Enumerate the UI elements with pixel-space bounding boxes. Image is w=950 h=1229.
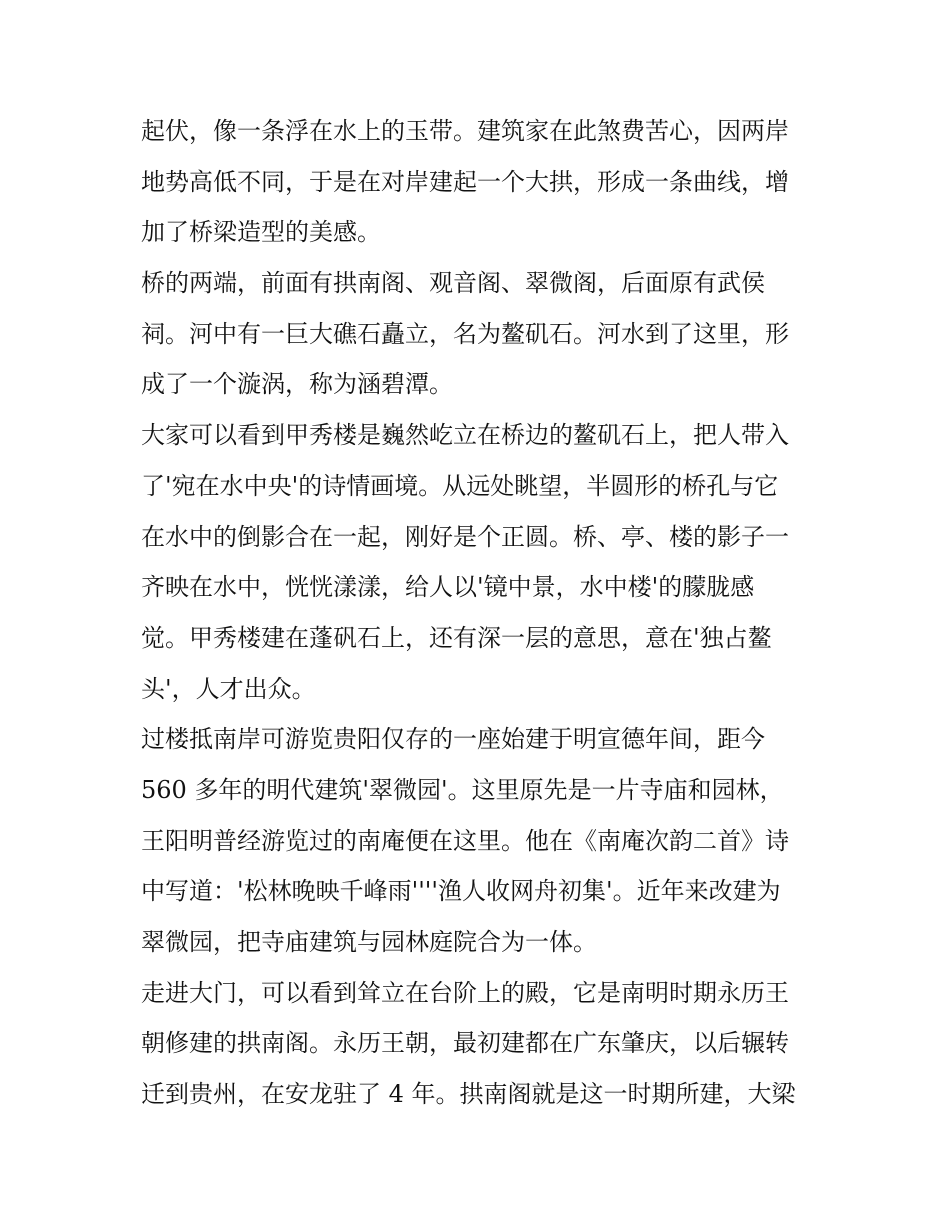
- text-line: 560 多年的明代建筑'翠微园'。这里原先是一片寺庙和园林，: [141, 775, 784, 804]
- text-line: 加了桥梁造型的美感。: [141, 218, 381, 247]
- text-line: 桥的两端，前面有拱南阁、观音阁、翠微阁，后面原有武侯: [141, 269, 765, 298]
- text-line: 齐映在水中，恍恍漾漾，给人以'镜中景，水中楼'的朦胧感: [141, 573, 755, 602]
- text-line: 迁到贵州，在安龙驻了 4 年。拱南阁就是这一时期所建，大梁: [141, 1080, 796, 1109]
- text-line: 过楼抵南岸可游览贵阳仅存的一座始建于明宣德年间，距今: [141, 725, 765, 754]
- text-line: 走进大门，可以看到耸立在台阶上的殿，它是南明时期永历王: [141, 978, 789, 1007]
- text-line: 了'宛在水中央'的诗情画境。从远处眺望，半圆形的桥孔与它: [141, 471, 779, 500]
- text-line: 地势高低不同，于是在对岸建起一个大拱，形成一条曲线，增: [141, 167, 789, 196]
- text-line: 祠。河中有一巨大礁石矗立，名为鳌矶石。河水到了这里，形: [141, 319, 789, 348]
- text-line: 头'，人才出众。: [141, 674, 316, 703]
- text-line: 在水中的倒影合在一起，刚好是个正圆。桥、亭、楼的影子一: [141, 522, 789, 551]
- text-line: 翠微园，把寺庙建筑与园林庭院合为一体。: [141, 928, 597, 956]
- text-line: 朝修建的拱南阁。永历王朝，最初建都在广东肇庆，以后辗转: [141, 1029, 789, 1058]
- text-line: 中写道：'松林晚映千峰雨''''渔人收网舟初集'。近年来改建为: [141, 877, 781, 906]
- text-line: 王阳明普经游览过的南庵便在这里。他在《南庵次韵二首》诗: [141, 826, 789, 855]
- body-text: [141, 106, 817, 1120]
- text-line: 成了一个漩涡，称为涵碧潭。: [141, 370, 453, 399]
- text-line: 觉。甲秀楼建在蓬矾石上，还有深一层的意思，意在'独占鳌: [141, 623, 772, 652]
- text-line: 起伏，像一条浮在水上的玉带。建筑家在此煞费苦心，因两岸: [141, 117, 789, 145]
- text-line: 大家可以看到甲秀楼是巍然屹立在桥边的鳌矶石上，把人带入: [141, 421, 789, 450]
